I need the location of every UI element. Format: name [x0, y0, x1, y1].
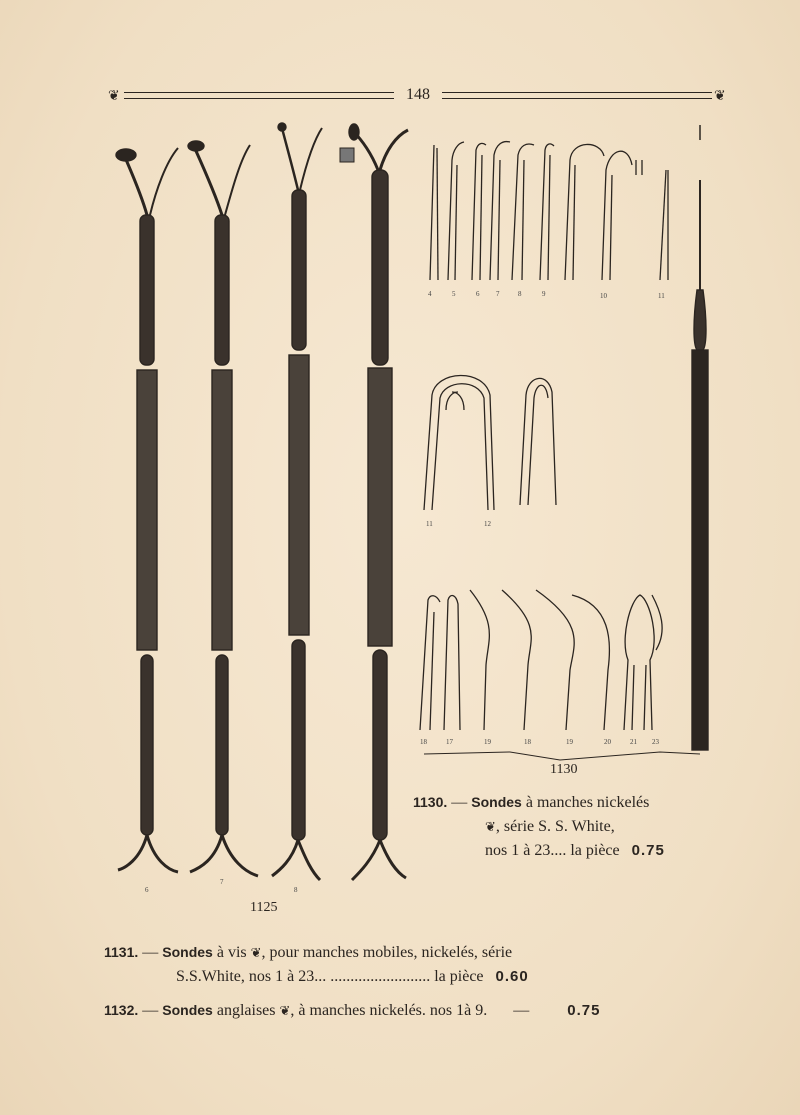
entry-text: anglaises: [216, 1002, 276, 1019]
probe-tips-row-1: [430, 142, 668, 280]
tip-number: 5: [452, 290, 456, 298]
probe-tips-row-2: [424, 375, 556, 510]
figure-label-1125: 1125: [250, 900, 278, 915]
tip-number: 12: [484, 520, 491, 528]
tip-number: 19: [566, 738, 573, 746]
item-number-6: 6: [145, 886, 149, 894]
entry-number: 1130.: [413, 794, 448, 810]
entry-term: Sondes: [471, 794, 522, 810]
page-number: 148: [406, 86, 430, 103]
double-probe-2: [188, 141, 258, 876]
tip-number: 8: [518, 290, 522, 298]
ornament-right-icon: ❦: [714, 89, 726, 104]
tip-number: 7: [496, 290, 500, 298]
double-probe-4: [340, 124, 408, 880]
double-probe-3: [272, 123, 322, 880]
tip-number: 11: [658, 292, 665, 300]
tip-number: 9: [542, 290, 546, 298]
tip-number: 21: [630, 738, 637, 746]
item-number-8: 8: [294, 886, 298, 894]
tip-number: 18: [420, 738, 427, 746]
probe-tips-row-3: [420, 590, 662, 730]
trademark-icon: ❦: [250, 945, 262, 960]
figure-label-1130: 1130: [550, 762, 578, 777]
item-number-7: 7: [220, 878, 224, 886]
entry-1130-line-3: [485, 840, 665, 861]
entry-dash: —: [451, 794, 468, 811]
tip-number: 6: [476, 290, 480, 298]
entry-dash: —: [142, 1002, 159, 1019]
tip-number: 23: [652, 738, 659, 746]
price: 0.60: [495, 968, 529, 985]
entry-text: , série S. S. White,: [495, 818, 615, 835]
entry-1131-line-2: [176, 966, 529, 987]
entry-1130-line-2: [485, 816, 615, 837]
entry-term: Sondes: [162, 944, 213, 960]
entry-number: 1131.: [104, 944, 139, 960]
entry-text: à vis: [216, 944, 247, 961]
entry-1130-line-1: [413, 792, 649, 813]
tip-number: 4: [428, 290, 432, 298]
entry-1131-line-1: [104, 942, 512, 963]
double-probe-1: [116, 148, 178, 872]
entry-term: Sondes: [162, 1002, 213, 1018]
price: 0.75: [567, 1002, 601, 1019]
entry-text: nos 1 à 23.... la pièce: [485, 842, 620, 859]
tip-number: 19: [484, 738, 491, 746]
entry-dash: —: [513, 1002, 530, 1019]
trademark-icon: ❦: [485, 819, 496, 834]
entry-text: , à manches nickelés. nos 1à 9.: [290, 1002, 488, 1019]
entry-text: S.S.White, nos 1 à 23... ......................... la pièce: [176, 968, 484, 985]
tip-number: 11: [426, 520, 433, 528]
trademark-icon: ❦: [279, 1003, 291, 1018]
ornament-left-icon: ❦: [108, 89, 120, 104]
entry-text: , pour manches mobiles, nickelés, série: [261, 944, 513, 961]
entry-number: 1132.: [104, 1002, 139, 1018]
tip-number: 20: [604, 738, 611, 746]
entry-1132-line-1: [104, 1000, 600, 1021]
entry-dash: —: [142, 944, 159, 961]
tip-number: 18: [524, 738, 531, 746]
entry-text: à manches nickelés: [525, 794, 650, 811]
tip-number: 10: [600, 292, 607, 300]
long-handle: [692, 125, 708, 750]
price: 0.75: [631, 842, 665, 859]
tip-number: 17: [446, 738, 453, 746]
